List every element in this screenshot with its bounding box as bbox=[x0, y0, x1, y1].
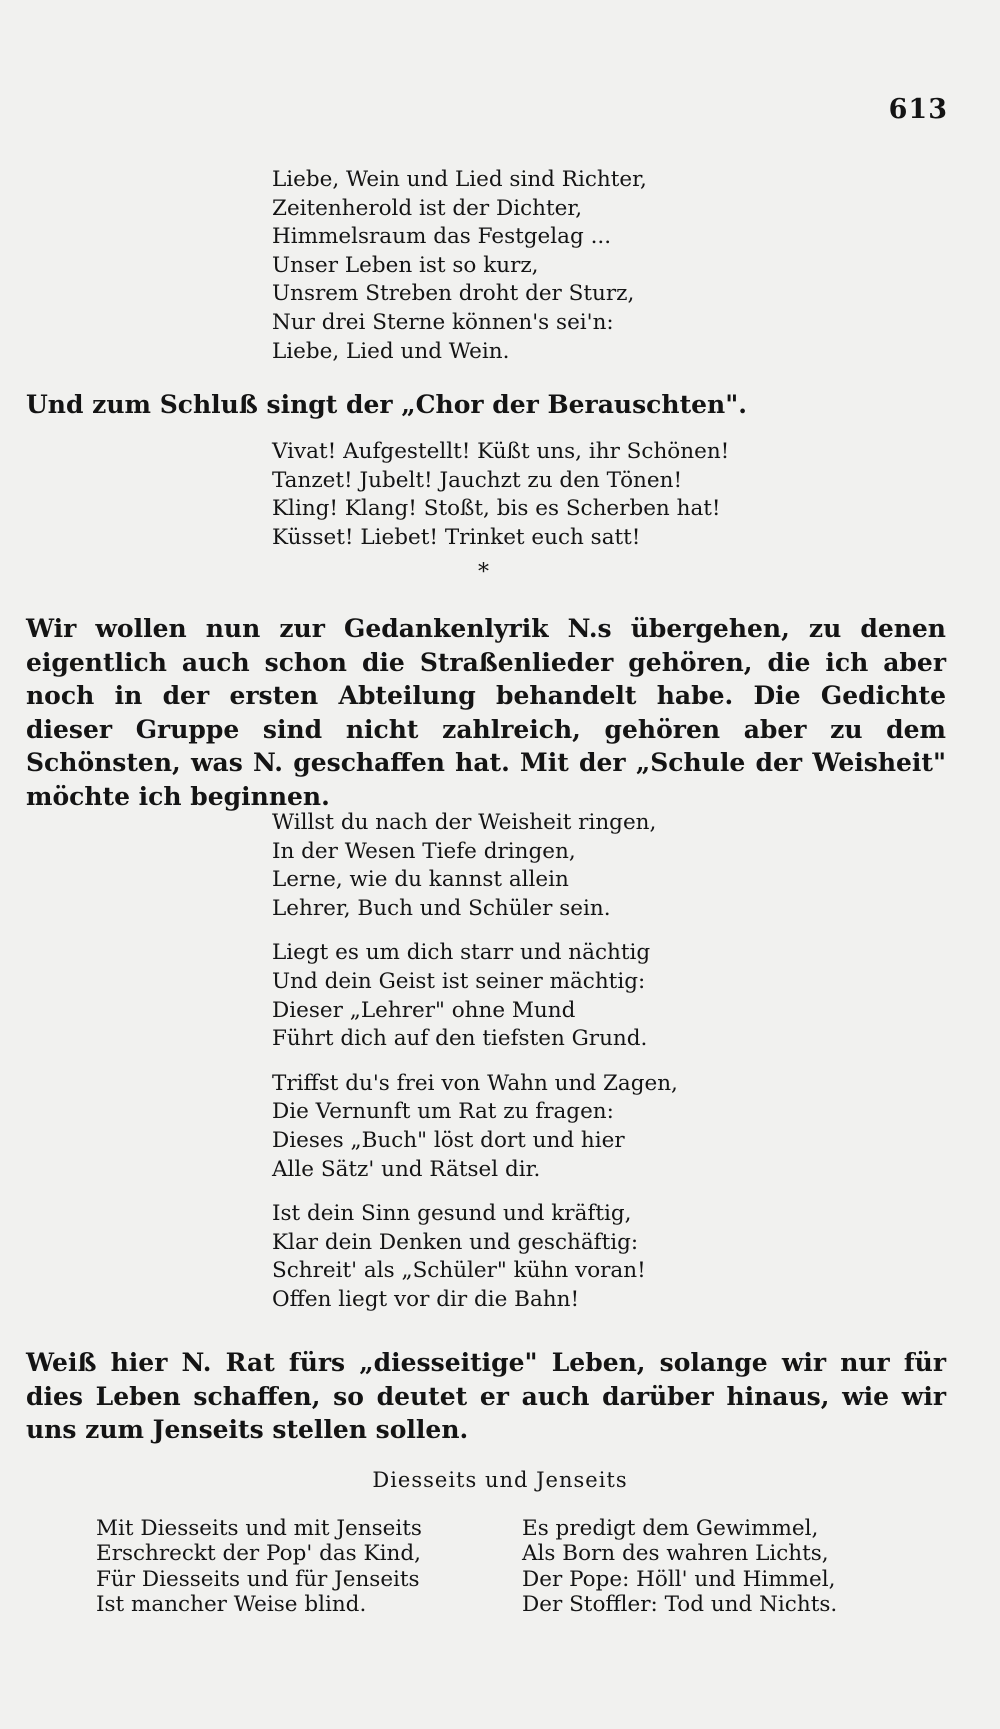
poem-stanza bbox=[272, 1070, 678, 1184]
verse-line: Alle Sätz' und Rätsel dir. bbox=[272, 1156, 541, 1182]
verse-line: Der Pope: Höll' und Himmel, bbox=[522, 1566, 836, 1592]
paragraph-gedankenlyrik: Wir wollen nun zur Gedankenlyrik N.s übergehen, zu denen eigentlich auch schon die Straßenlieder gehören, die ich aber noch in der ersten Abteilung behandelt habe. Die Gedichte dieser Gruppe sind nicht zahlreich, gehören aber zu dem Schönsten, was N. geschaffen hat. Mit der „Schule der Weisheit" möchte ich beginnen. bbox=[26, 614, 946, 811]
verse-line: Dieses „Buch" löst dort und hier bbox=[272, 1127, 625, 1153]
verse-line: Liebe, Wein und Lied sind Richter, bbox=[272, 167, 647, 192]
poem-stanza bbox=[272, 1200, 678, 1314]
verse-line: Küsset! Liebet! Trinket euch satt! bbox=[272, 524, 641, 550]
verse-line: Für Diesseits und für Jenseits bbox=[96, 1566, 420, 1592]
verse-line: Kling! Klang! Stoßt, bis es Scherben hat! bbox=[272, 496, 721, 522]
verse-line: Zeitenherold ist der Dichter, bbox=[272, 195, 583, 221]
verse-line: Mit Diesseits und mit Jenseits bbox=[96, 1516, 422, 1541]
paragraph-diesseits: Weiß hier N. Rat fürs „diesseitige" Leben, solange wir nur für dies Leben schaffen, so deutet er auch darüber hinaus, wie wir uns zum Jenseits stellen sollen. bbox=[26, 1348, 946, 1444]
poem-left-column bbox=[96, 1516, 422, 1618]
verse-line: Dieser „Lehrer" ohne Mund bbox=[272, 997, 576, 1023]
poem-right-column bbox=[522, 1516, 837, 1618]
verse-line: Lerne, wie du kannst allein bbox=[272, 867, 569, 893]
poem-stanza bbox=[272, 939, 678, 1053]
verse-line: Tanzet! Jubelt! Jauchzt zu den Tönen! bbox=[272, 467, 683, 493]
poem-schule-der-weisheit bbox=[272, 809, 678, 1315]
verse-line: Der Stoffler: Tod und Nichts. bbox=[522, 1592, 838, 1618]
poem-stanza bbox=[272, 809, 678, 923]
verse-line: Und dein Geist ist seiner mächtig: bbox=[272, 968, 646, 994]
verse-line: Liebe, Lied und Wein. bbox=[272, 338, 510, 364]
verse-line: Willst du nach der Weisheit ringen, bbox=[272, 810, 657, 835]
page-number: 613 bbox=[888, 94, 948, 125]
verse-line: Lehrer, Buch und Schüler sein. bbox=[272, 895, 611, 921]
verse-line: Führt dich auf den tiefsten Grund. bbox=[272, 1026, 648, 1052]
verse-line: Liegt es um dich starr und nächtig bbox=[272, 940, 651, 966]
verse-line: Offen liegt vor dir die Bahn! bbox=[272, 1286, 580, 1312]
verse-line: Als Born des wahren Lichts, bbox=[522, 1541, 829, 1567]
poem-title: Diesseits und Jenseits bbox=[372, 1468, 628, 1492]
verse-line: Ist mancher Weise blind. bbox=[96, 1592, 367, 1618]
verse-line: Es predigt dem Gewimmel, bbox=[522, 1516, 819, 1541]
paragraph-chor: Und zum Schluß singt der „Chor der Berauschten". bbox=[26, 390, 747, 419]
verse-line: Vivat! Aufgestellt! Küßt uns, ihr Schönen! bbox=[272, 439, 730, 464]
verse-line: Erschreckt der Pop' das Kind, bbox=[96, 1541, 421, 1567]
verse-line: In der Wesen Tiefe dringen, bbox=[272, 838, 576, 864]
verse-line: Himmelsraum das Festgelag ... bbox=[272, 224, 612, 250]
verse-line: Unser Leben ist so kurz, bbox=[272, 252, 539, 278]
verse-line: Nur drei Sterne können's sei'n: bbox=[272, 309, 614, 335]
stanza-1 bbox=[272, 166, 647, 366]
verse-line: Die Vernunft um Rat zu fragen: bbox=[272, 1099, 614, 1125]
section-separator: * bbox=[478, 560, 489, 585]
verse-line: Schreit' als „Schüler" kühn voran! bbox=[272, 1258, 646, 1284]
stanza-2 bbox=[272, 438, 729, 552]
verse-line: Unsrem Streben droht der Sturz, bbox=[272, 281, 635, 307]
verse-line: Ist dein Sinn gesund und kräftig, bbox=[272, 1201, 632, 1227]
verse-line: Klar dein Denken und geschäftig: bbox=[272, 1229, 639, 1255]
verse-line: Triffst du's frei von Wahn und Zagen, bbox=[272, 1070, 678, 1096]
